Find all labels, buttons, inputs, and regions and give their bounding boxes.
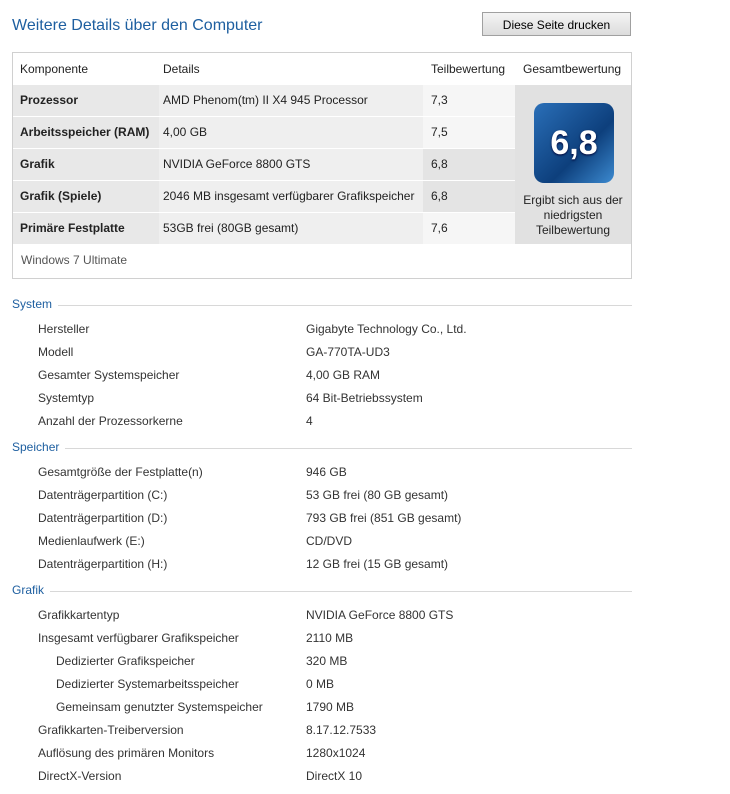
overall-score-badge: 6,8 xyxy=(534,103,614,183)
table-row xyxy=(13,117,515,148)
property-label: Datenträgerpartition (D:) xyxy=(38,511,168,525)
property-label: Insgesamt verfügbarer Grafikspeicher xyxy=(38,631,239,645)
component-score: 7,3 xyxy=(423,85,515,116)
section-header xyxy=(12,583,632,597)
table-row xyxy=(13,213,515,244)
property-value: NVIDIA GeForce 8800 GTS xyxy=(306,608,454,622)
header-subscore: Teilbewertung xyxy=(431,62,506,76)
property-value: DirectX 10 xyxy=(306,769,363,783)
section-title: Speicher xyxy=(12,440,65,454)
section-header xyxy=(12,297,632,311)
property-value: 64 Bit-Betriebssystem xyxy=(306,391,423,405)
property-label: Dedizierter Systemarbeitsspeicher xyxy=(56,677,239,691)
component-score: 7,6 xyxy=(423,213,515,244)
property-label: Gesamter Systemspeicher xyxy=(38,368,180,382)
table-row xyxy=(13,181,515,212)
component-details: 4,00 GB xyxy=(159,117,423,148)
table-row xyxy=(13,149,515,180)
property-label: Auflösung des primären Monitors xyxy=(38,746,215,760)
property-label: Gesamtgröße der Festplatte(n) xyxy=(38,465,203,479)
section-title: Grafik xyxy=(12,583,50,597)
property-value: GA-770TA-UD3 xyxy=(306,345,390,359)
section-header xyxy=(12,440,632,454)
header-overall: Gesamtbewertung xyxy=(523,62,622,76)
table-row xyxy=(13,85,515,116)
component-name: Primäre Festplatte xyxy=(13,213,159,244)
property-label: DirectX-Version xyxy=(38,769,122,783)
property-label: Datenträgerpartition (C:) xyxy=(38,488,168,502)
property-value: Gigabyte Technology Co., Ltd. xyxy=(306,322,467,336)
property-label: Modell xyxy=(38,345,74,359)
property-label: Systemtyp xyxy=(38,391,95,405)
page-title: Weitere Details über den Computer xyxy=(12,17,263,34)
property-value: 1280x1024 xyxy=(306,746,366,760)
component-details: NVIDIA GeForce 8800 GTS xyxy=(159,149,423,180)
component-details: 53GB frei (80GB gesamt) xyxy=(159,213,423,244)
property-value: CD/DVD xyxy=(306,534,353,548)
property-label: Hersteller xyxy=(38,322,90,336)
property-label: Datenträgerpartition (H:) xyxy=(38,557,168,571)
property-value: 2110 MB xyxy=(306,631,354,645)
score-table xyxy=(12,52,632,279)
property-value: 12 GB frei (15 GB gesamt) xyxy=(306,557,449,571)
component-score: 6,8 xyxy=(423,181,515,212)
property-value: 4,00 GB RAM xyxy=(306,368,381,382)
component-name: Grafik (Spiele) xyxy=(13,181,159,212)
component-score: 6,8 xyxy=(423,149,515,180)
property-value: 0 MB xyxy=(306,677,335,691)
component-name: Arbeitsspeicher (RAM) xyxy=(13,117,159,148)
header-details: Details xyxy=(163,62,200,76)
property-value: 1790 MB xyxy=(306,700,355,714)
property-value: 946 GB xyxy=(306,465,347,479)
property-value: 4 xyxy=(306,414,313,428)
component-name: Grafik xyxy=(13,149,159,180)
section-title: System xyxy=(12,297,58,311)
print-page-button[interactable]: Diese Seite drucken xyxy=(482,12,631,36)
property-label: Gemeinsam genutzter Systemspeicher xyxy=(56,700,263,714)
property-value: 8.17.12.7533 xyxy=(306,723,377,737)
property-label: Medienlaufwerk (E:) xyxy=(38,534,145,548)
property-label: Dedizierter Grafikspeicher xyxy=(56,654,195,668)
os-edition: Windows 7 Ultimate xyxy=(21,253,128,267)
header-component: Komponente xyxy=(20,62,89,76)
overall-score-cell xyxy=(515,85,631,244)
property-label: Anzahl der Prozessorkerne xyxy=(38,414,183,428)
component-details: AMD Phenom(tm) II X4 945 Processor xyxy=(159,85,423,116)
property-label: Grafikkartentyp xyxy=(38,608,120,622)
component-score: 7,5 xyxy=(423,117,515,148)
overall-score-note: Ergibt sich aus der niedrigsten Teilbewertung xyxy=(523,193,623,237)
property-value: 53 GB frei (80 GB gesamt) xyxy=(306,488,449,502)
property-value: 320 MB xyxy=(306,654,348,668)
component-details: 2046 MB insgesamt verfügbarer Grafikspeicher xyxy=(159,181,423,212)
property-value: 793 GB frei (851 GB gesamt) xyxy=(306,511,462,525)
property-label: Grafikkarten-Treiberversion xyxy=(38,723,184,737)
component-name: Prozessor xyxy=(13,85,159,116)
